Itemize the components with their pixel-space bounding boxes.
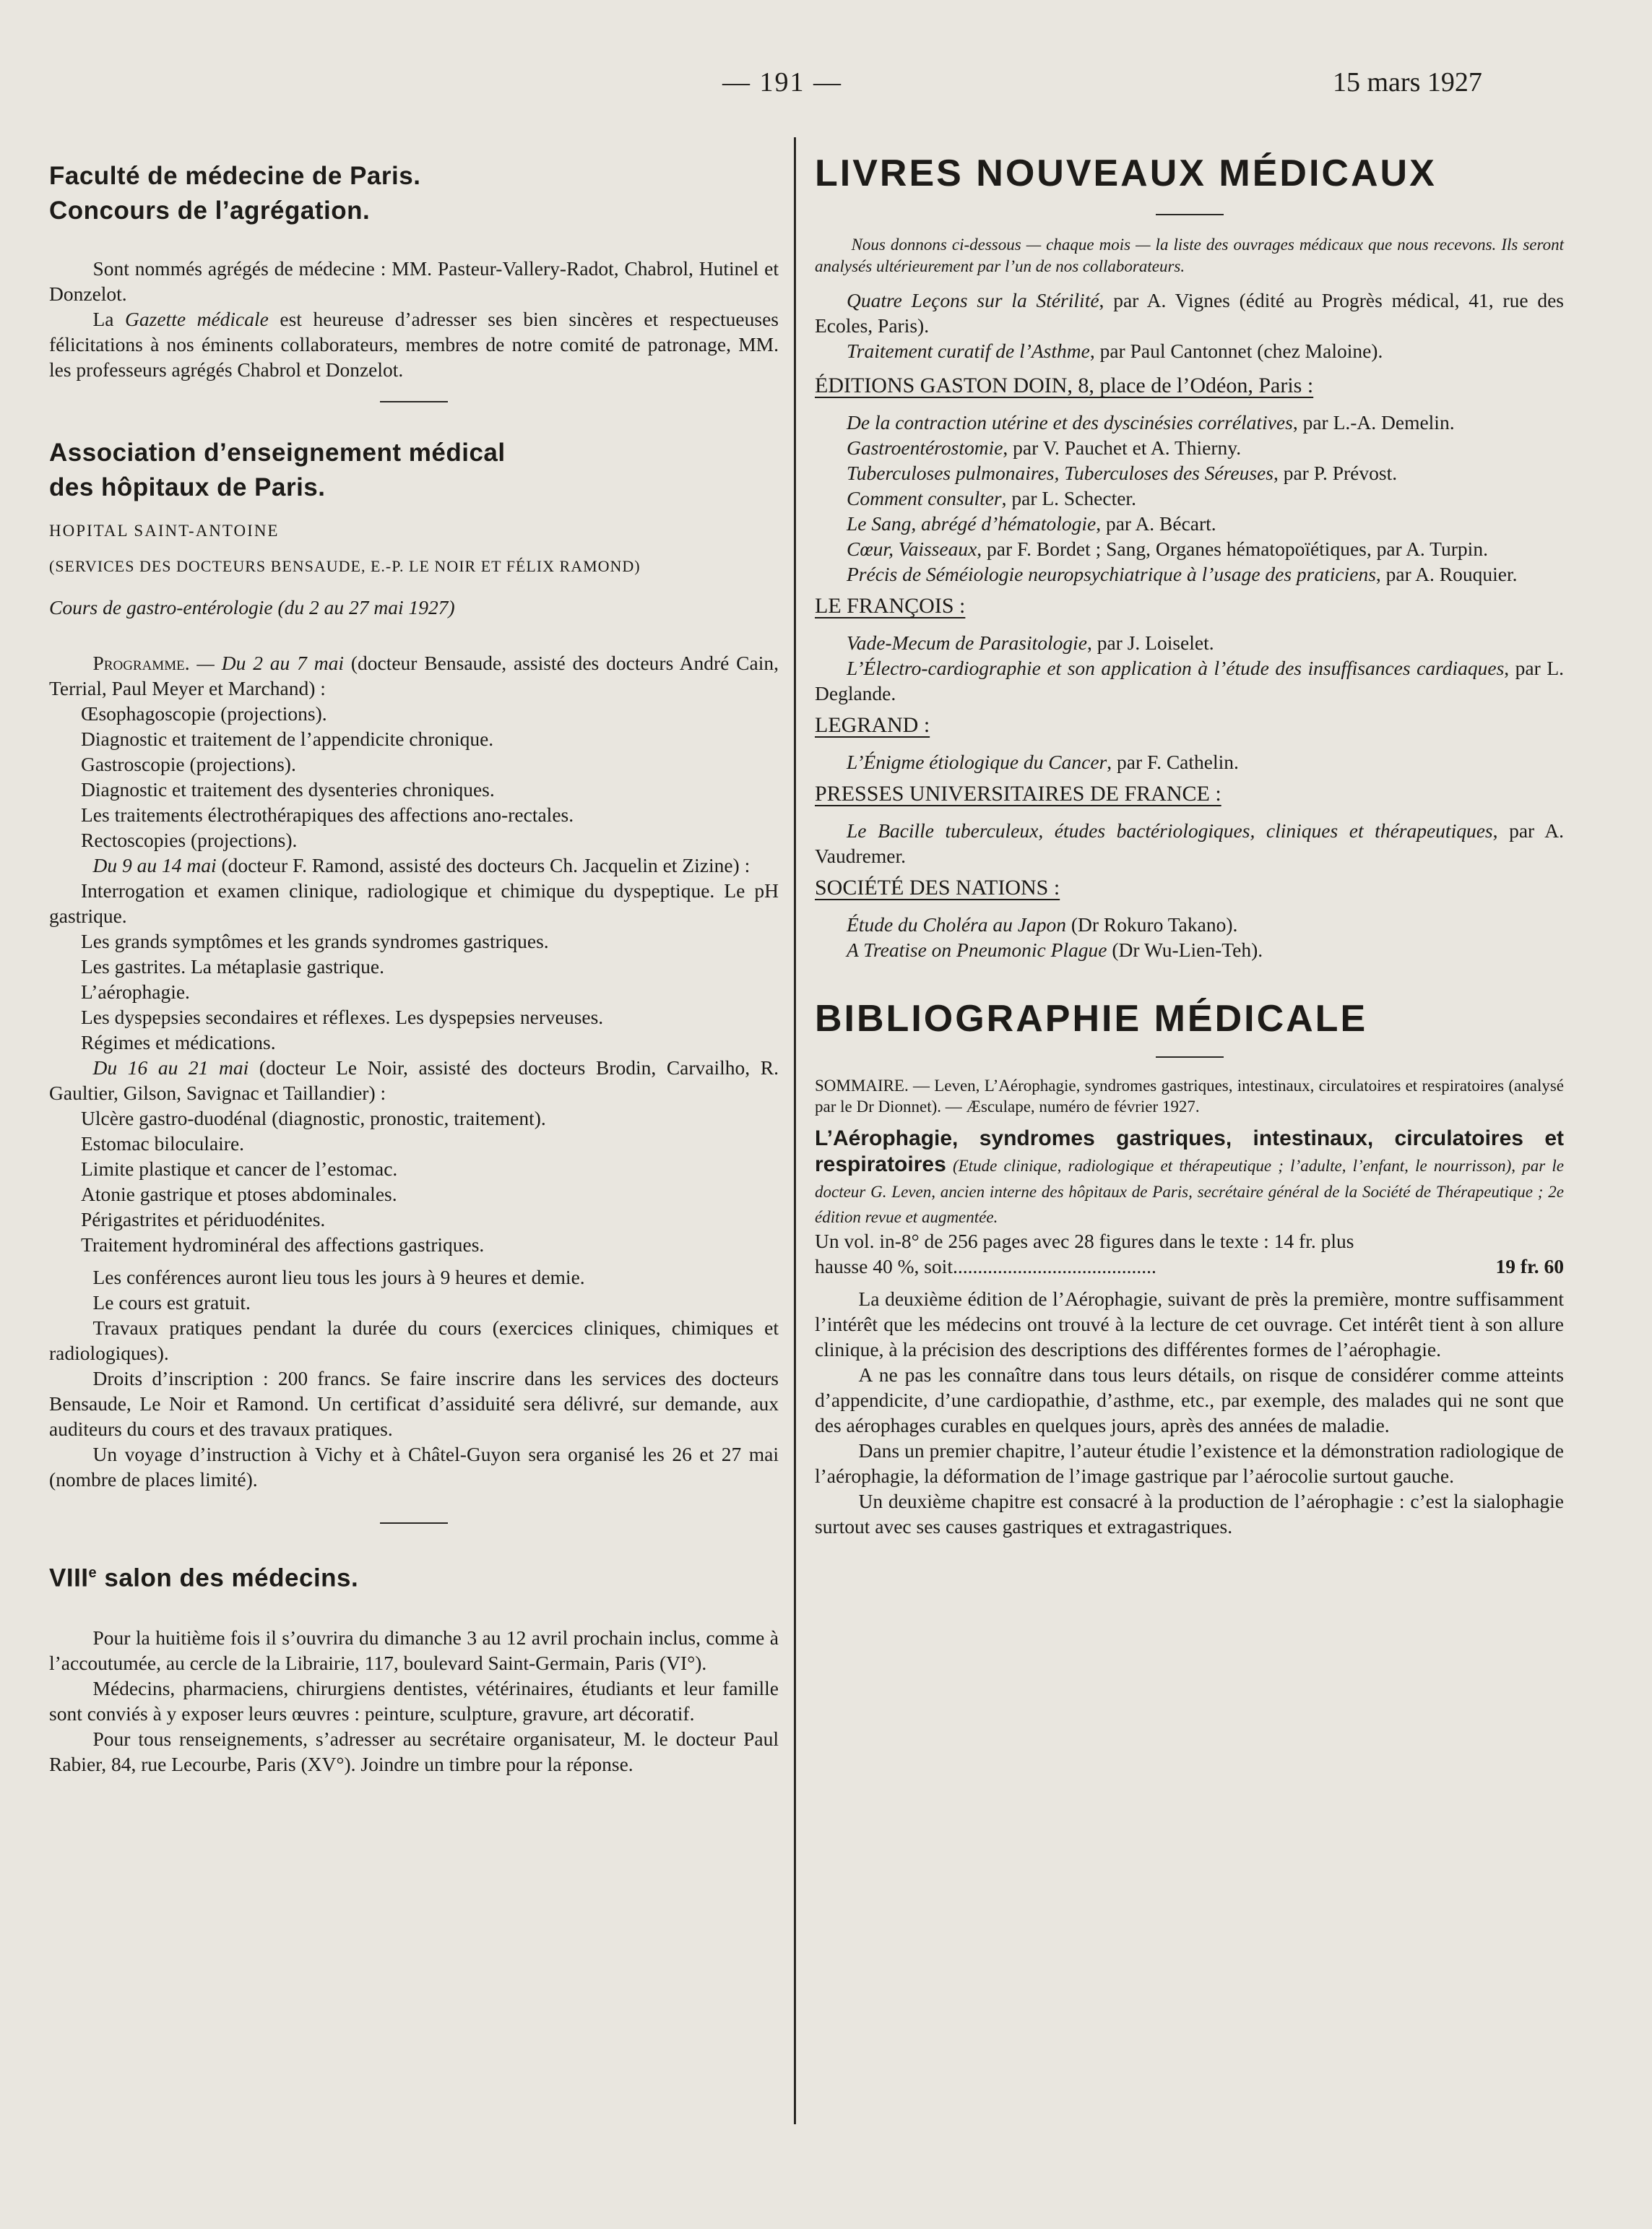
salon-title: VIIIe salon des médecins. xyxy=(49,1564,359,1592)
week1-list xyxy=(49,701,779,853)
list-item: Les dyspepsies secondaires et réflexes. Les dyspepsies nerveuses. xyxy=(81,1006,604,1028)
association-section xyxy=(49,436,779,1524)
list-item: L’aérophagie. xyxy=(81,980,190,1003)
association-title: Association d’enseignement médical xyxy=(49,439,506,467)
book-entry: Vade-Mecum de Parasitologie, par J. Loiselet. xyxy=(847,631,1214,654)
book-entry: Tuberculoses pulmonaires, Tuberculoses des Séreuses, par P. Prévost. xyxy=(847,462,1398,484)
review-body xyxy=(815,1286,1564,1539)
section-separator xyxy=(380,401,448,402)
faculte-subtitle: Concours de l’agrégation. xyxy=(49,197,371,225)
salon-paragraph: Pour la huitième fois il s’ouvrira du dimanche 3 au 12 avril prochain inclus, comme à l’accoutumée, au cercle de la Librairie, 117, boulevard Saint-Germain, Paris (VI°). xyxy=(49,1626,779,1674)
hopital-heading: HOPITAL SAINT-ANTOINE xyxy=(49,522,280,540)
salon-paragraph: Pour tous renseignements, s’adresser au secrétaire organisateur, M. le docteur Paul Rabier, 84, rue Lecourbe, Paris (XV°). Joindre un timbre pour la réponse. xyxy=(49,1727,779,1775)
biblio-title: BIBLIOGRAPHIE MÉDICALE xyxy=(815,998,1368,1040)
review-paragraph: La deuxième édition de l’Aérophagie, suivant de près la première, montre suffisamment l’intérêt que les médecins ont trouvé à la lecture de cet ouvrage. Cet intérêt tient à son allure clinique, à la précision des descriptions des différentes formes de l’aérophagie. xyxy=(815,1288,1564,1361)
salon-section xyxy=(49,1556,779,1777)
week3-list xyxy=(49,1105,779,1257)
week2-intro: Du 9 au 14 mai (docteur F. Ramond, assisté des docteurs Ch. Jacquelin et Zizine) : xyxy=(92,854,751,876)
sdn-list xyxy=(815,912,1564,962)
list-item: Traitement hydrominéral des affections gastriques. xyxy=(81,1233,485,1256)
section-separator xyxy=(380,1522,448,1524)
book-price: 19 fr. 60 xyxy=(1495,1255,1564,1277)
list-item: Les grands symptômes et les grands syndromes gastriques. xyxy=(81,930,549,952)
livres-intro: Nous donnons ci-dessous — chaque mois — la liste des ouvrages médicaux que nous recevons. Ils seront analysés ultérieurement par l’un de nos collaborateurs. xyxy=(815,236,1564,275)
book-entry: Étude du Choléra au Japon (Dr Rokuro Takano). xyxy=(847,913,1238,936)
cours-title: Cours de gastro-entérologie (du 2 au 27 mai 1927) xyxy=(49,596,455,618)
practical-notes xyxy=(49,1264,779,1492)
biblio-sommaire: SOMMAIRE. — Leven, L’Aérophagie, syndromes gastriques, intestinaux, circulatoires et respiratoires (analysé par le Dr Dionnet). — Æsculape, numéro de février 1927. xyxy=(815,1077,1564,1116)
livres-title: LIVRES NOUVEAUX MÉDICAUX xyxy=(815,152,1437,194)
book-entry: A Treatise on Pneumonic Plague (Dr Wu-Lien-Teh). xyxy=(847,939,1263,961)
book-price-line: hausse 40 %, soit......................................... 19 fr. 60 xyxy=(815,1255,1564,1277)
section-separator xyxy=(1156,214,1224,215)
doin-list xyxy=(815,410,1564,587)
column-divider xyxy=(794,137,796,2124)
note-paragraph: Le cours est gratuit. xyxy=(92,1291,251,1314)
book-review-heading: L’Aérophagie, syndromes gastriques, intestinaux, circulatoires et respiratoires (Etude clinique, radiologique et thérapeutique ; l’adulte, l’enfant, le nourrisson), par le docteur G. Leven, ancien interne des hôpitaux de Paris, secrétaire général de la Société de Thérapeutique ; 2e édition revue et augmentée. xyxy=(815,1126,1564,1226)
review-paragraph: A ne pas les connaître dans tous leurs détails, on risque de considérer comme atteints d’appendicite, d’une cardiopathie, d’asthme, etc., par exemple, des malades qui ne sont que des aérophages curables en quelques jours, après des années de maladie. xyxy=(815,1363,1564,1436)
list-item: Périgastrites et périduodénites. xyxy=(81,1208,326,1230)
list-item: Diagnostic et traitement des dysenteries chroniques. xyxy=(81,778,495,801)
faculte-paragraph-2: La Gazette médicale est heureuse d’adresser ses bien sincères et respectueuses félicitations à nos éminents collaborateurs, membres de notre comité de patronage, MM. les professeurs agrégés Chabrol et Donzelot. xyxy=(49,308,779,381)
publisher-heading: LEGRAND : xyxy=(815,713,930,737)
book-entry: Le Sang, abrégé d’hématologie, par A. Bécart. xyxy=(847,512,1216,535)
book-entry: Quatre Leçons sur la Stérilité, par A. Vignes (édité au Progrès médical, 41, rue des Ecoles, Paris). xyxy=(815,289,1564,337)
faculte-paragraph-1: Sont nommés agrégés de médecine : MM. Pasteur-Vallery-Radot, Chabrol, Hutinel et Donzelot. xyxy=(49,257,779,305)
faculte-section xyxy=(49,159,779,402)
programme-intro: Programme. — Du 2 au 7 mai (docteur Bensaude, assisté des docteurs André Cain, Terrial, Paul Meyer et Marchand) : xyxy=(49,652,779,699)
services-heading: (SERVICES DES DOCTEURS BENSAUDE, E.-P. LE NOIR ET FÉLIX RAMOND) xyxy=(49,557,641,575)
list-item: Limite plastique et cancer de l’estomac. xyxy=(81,1157,398,1180)
book-volume-info: Un vol. in-8° de 256 pages avec 28 figures dans le texte : 14 fr. plus xyxy=(815,1230,1354,1252)
list-item: Interrogation et examen clinique, radiologique et chimique du dyspeptique. Le pH gastrique. xyxy=(49,879,779,927)
biblio-section xyxy=(815,997,1564,1539)
book-entry: Cœur, Vaisseaux, par F. Bordet ; Sang, Organes hématopoïétiques, par A. Turpin. xyxy=(847,538,1488,560)
note-paragraph: Droits d’inscription : 200 francs. Se faire inscrire dans les services des docteurs Bensaude, Le Noir et Ramond. Un certificat d’assiduité sera délivré, sur demande, aux auditeurs du cours et des travaux pratiques. xyxy=(49,1367,779,1440)
publisher-heading: LE FRANÇOIS : xyxy=(815,594,966,618)
review-paragraph: Un deuxième chapitre est consacré à la production de l’aérophagie : c’est la sialophagie surtout avec ses causes gastriques et extragastriques. xyxy=(815,1490,1564,1538)
livres-section xyxy=(815,152,1564,962)
issue-date: 15 mars 1927 xyxy=(1333,67,1482,98)
week3-intro: Du 16 au 21 mai (docteur Le Noir, assisté des docteurs Brodin, Carvailho, R. Gaultier, Gilson, Savignac et Taillandier) : xyxy=(49,1056,779,1104)
list-item: Diagnostic et traitement de l’appendicite chronique. xyxy=(81,728,494,750)
week2-list xyxy=(49,878,779,1055)
list-item: Ulcère gastro-duodénal (diagnostic, pronostic, traitement). xyxy=(81,1107,546,1129)
page-number: — 191 — xyxy=(722,67,842,98)
book-entry: L’Énigme étiologique du Cancer, par F. Cathelin. xyxy=(847,751,1239,773)
list-item: Régimes et médications. xyxy=(81,1031,276,1053)
note-paragraph: Les conférences auront lieu tous les jours à 9 heures et demie. xyxy=(92,1266,585,1288)
review-paragraph: Dans un premier chapitre, l’auteur étudie l’existence et la démonstration radiologique de l’aérophagie, la déformation de l’image gastrique par l’aérocolie surtout gauche. xyxy=(815,1439,1564,1487)
book-entry: Traitement curatif de l’Asthme, par Paul Cantonnet (chez Maloine). xyxy=(847,340,1383,362)
book-entry: Comment consulter, par L. Schecter. xyxy=(847,487,1136,509)
book-entry: Gastroentérostomie, par V. Pauchet et A. Thierny. xyxy=(847,436,1242,459)
section-separator xyxy=(1156,1056,1224,1058)
list-item: Les gastrites. La métaplasie gastrique. xyxy=(81,955,384,978)
right-column xyxy=(815,145,1564,1539)
list-item: Les traitements électrothérapiques des affections ano-rectales. xyxy=(81,803,574,826)
publisher-heading: PRESSES UNIVERSITAIRES DE FRANCE : xyxy=(815,782,1221,806)
note-paragraph: Travaux pratiques pendant la durée du cours (exercices cliniques, chimiques et radiologiques). xyxy=(49,1316,779,1364)
publisher-heading: SOCIÉTÉ DES NATIONS : xyxy=(815,876,1060,900)
book-entry: Précis de Séméiologie neuropsychiatrique à l’usage des praticiens, par A. Rouquier. xyxy=(847,563,1518,585)
association-subtitle: des hôpitaux de Paris. xyxy=(49,473,326,501)
list-item: Atonie gastrique et ptoses abdominales. xyxy=(81,1183,397,1205)
publisher-heading: ÉDITIONS GASTON DOIN, 8, place de l’Odéon, Paris : xyxy=(815,374,1314,397)
left-column xyxy=(49,145,779,1777)
book-entry: Le Bacille tuberculeux, études bactériologiques, cliniques et thérapeutiques, par A. Vaudremer. xyxy=(815,819,1564,867)
francois-list xyxy=(815,630,1564,706)
faculte-title: Faculté de médecine de Paris. xyxy=(49,162,421,190)
book-entry: De la contraction utérine et des dyscinésies corrélatives, par L.-A. Demelin. xyxy=(847,411,1455,434)
list-item: Œsophagoscopie (projections). xyxy=(81,702,327,725)
salon-paragraph: Médecins, pharmaciens, chirurgiens dentistes, vétérinaires, étudiants et leur famille sont conviés à y exposer leurs œuvres : peinture, sculpture, gravure, art décoratif. xyxy=(49,1676,779,1725)
note-paragraph: Un voyage d’instruction à Vichy et à Châtel-Guyon sera organisé les 26 et 27 mai (nombre de places limité). xyxy=(49,1443,779,1491)
list-item: Rectoscopies (projections). xyxy=(81,829,298,851)
book-entry: L’Électro-cardiographie et son application à l’étude des insuffisances cardiaques, par L. Deglande. xyxy=(815,657,1564,704)
list-item: Estomac biloculaire. xyxy=(81,1132,245,1155)
list-item: Gastroscopie (projections). xyxy=(81,753,296,775)
